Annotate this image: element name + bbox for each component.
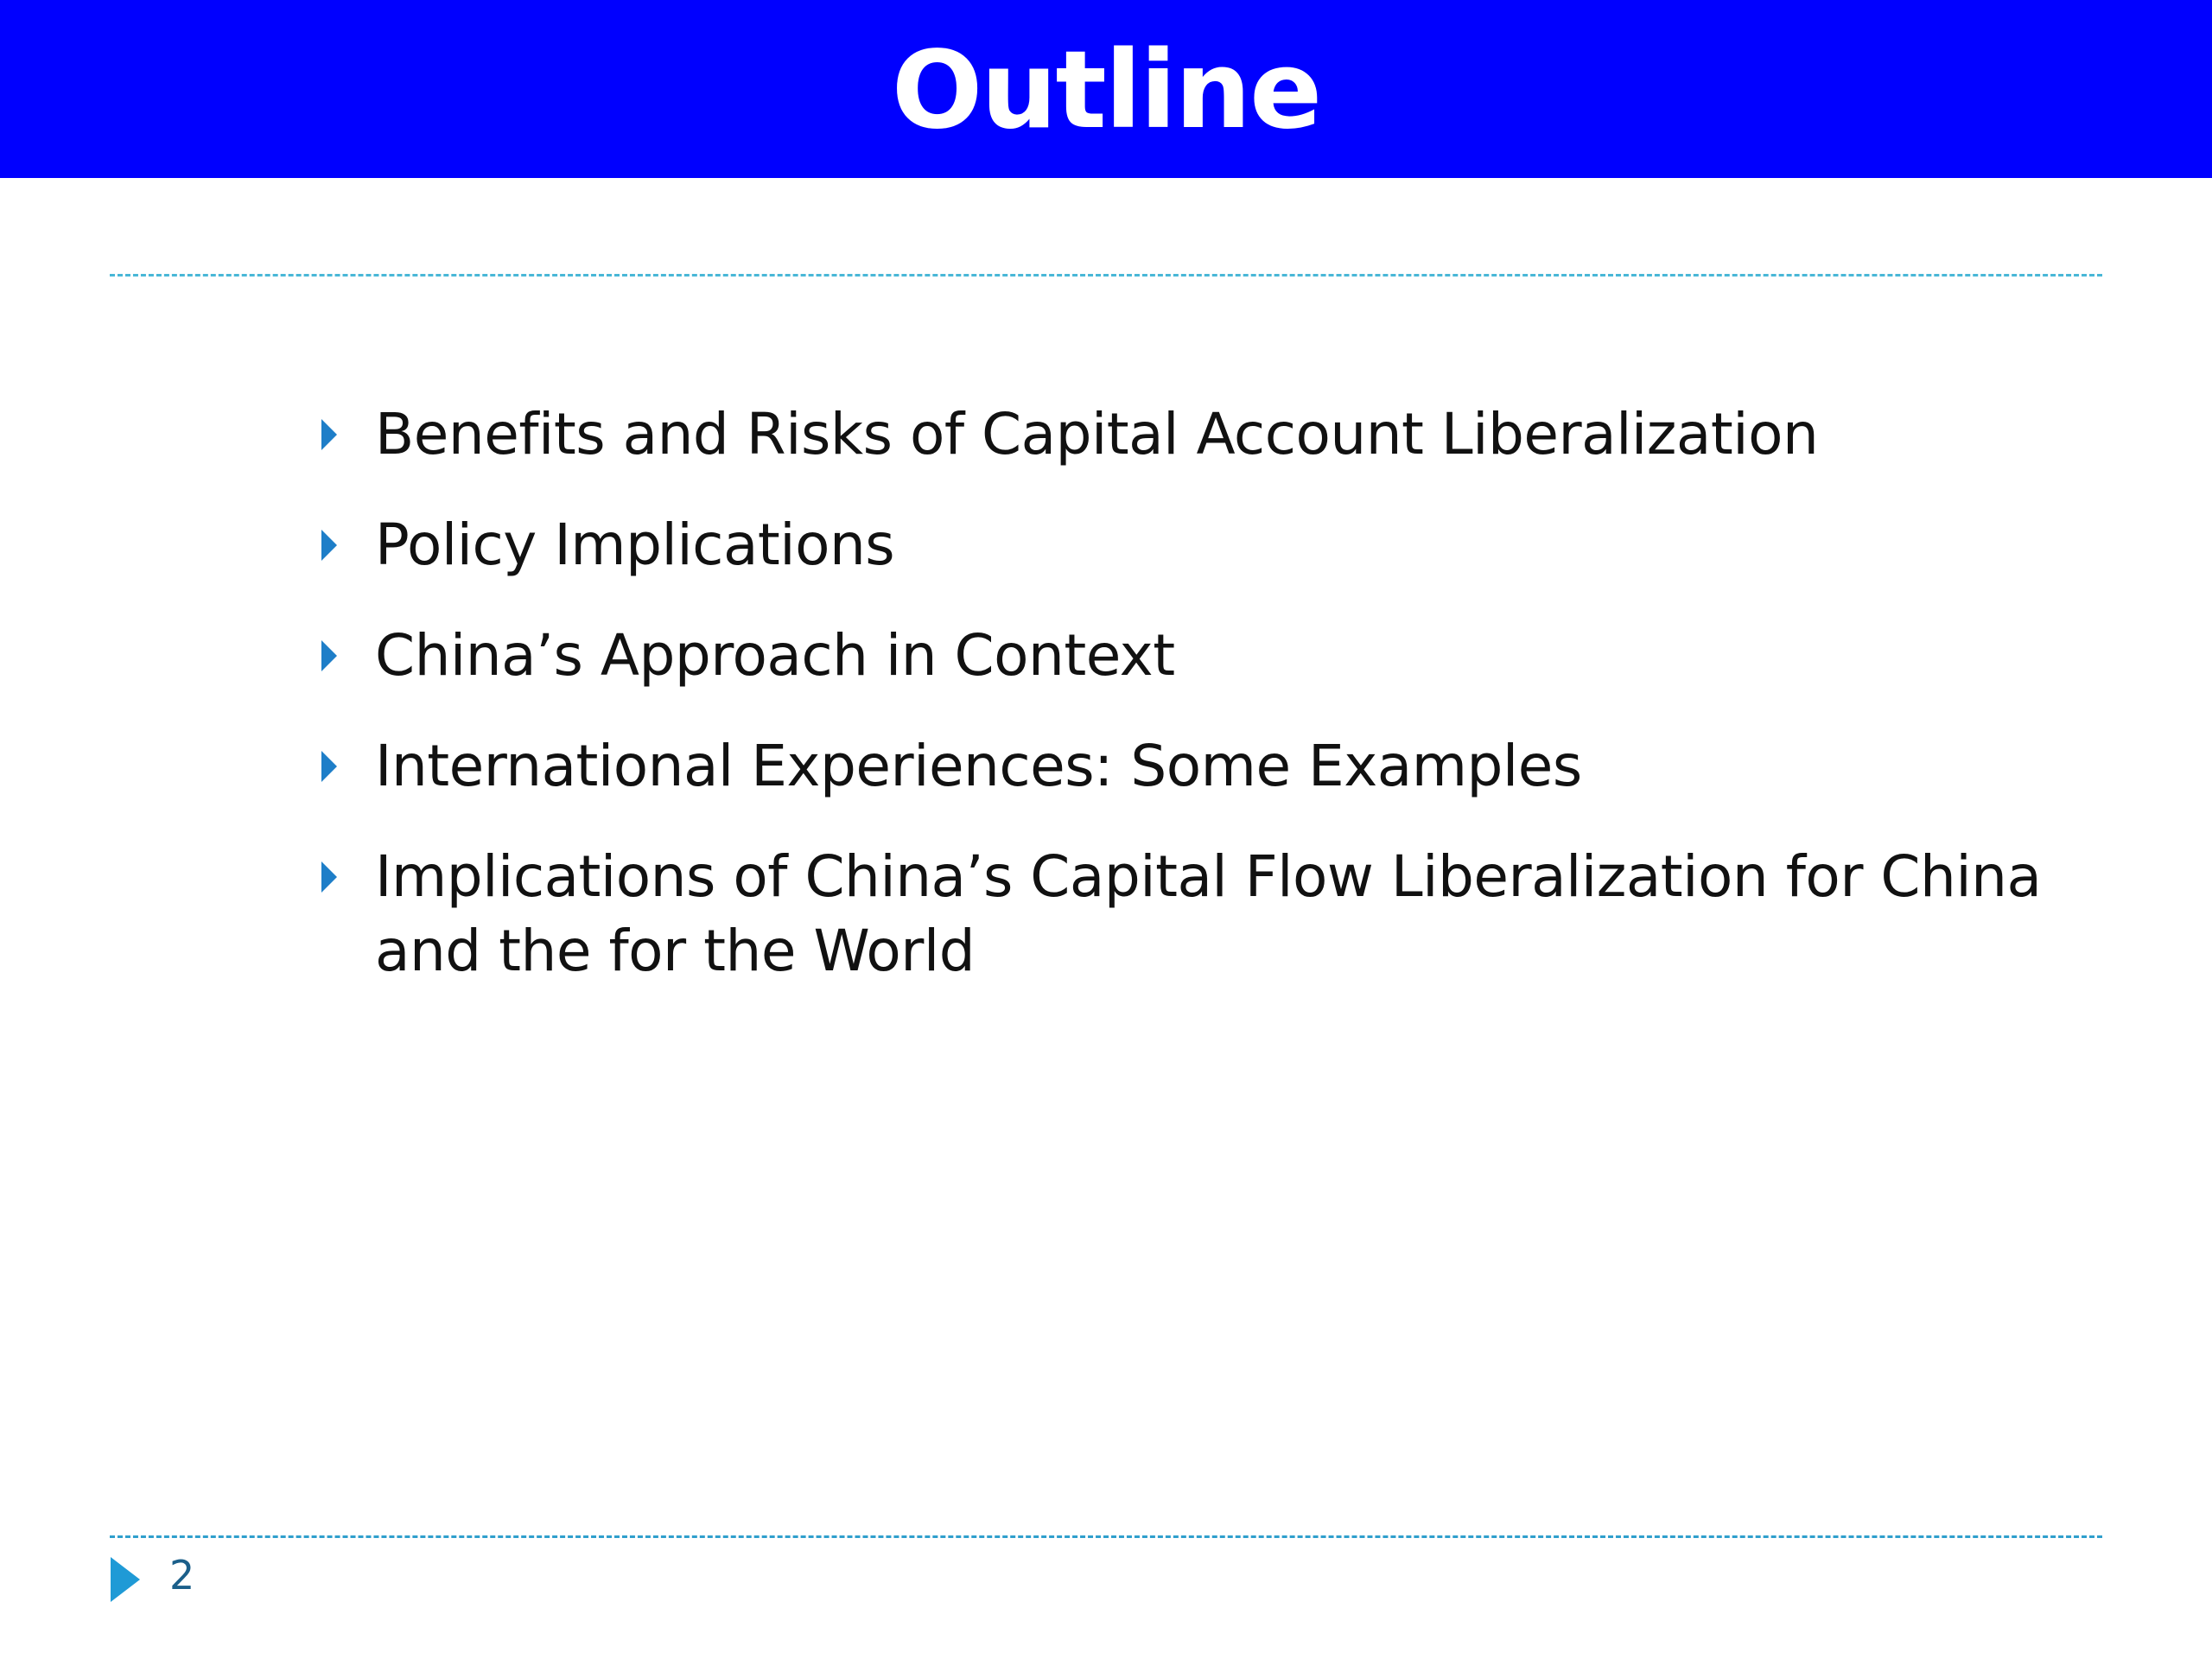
slide-title: Outline	[891, 29, 1321, 153]
title-bar	[0, 0, 2212, 178]
list-item	[320, 397, 2048, 472]
list-item	[320, 840, 2048, 988]
list-item	[320, 508, 2048, 582]
list-item-text: International Experiences: Some Examples	[375, 733, 1582, 799]
bottom-divider	[110, 1535, 2102, 1538]
list-item-text: Policy Implications	[375, 512, 895, 578]
page-number: 2	[169, 1552, 195, 1599]
triangle-right-icon	[320, 729, 375, 804]
triangle-right-icon	[320, 508, 375, 582]
list-item-text: Benefits and Risks of Capital Account Liberalization	[375, 401, 1819, 467]
list-item	[320, 729, 2048, 804]
list-item-text: China’s Approach in Context	[375, 622, 1175, 689]
list-item-text: Implications of China’s Capital Flow Liberalization for China and the for the World	[375, 843, 2042, 984]
triangle-right-icon	[320, 397, 375, 472]
footer-triangle-icon	[109, 1555, 143, 1608]
top-divider	[110, 274, 2102, 276]
outline-list	[320, 397, 2048, 1025]
list-item	[320, 619, 2048, 693]
triangle-right-icon	[320, 619, 375, 693]
triangle-right-icon	[320, 840, 375, 914]
